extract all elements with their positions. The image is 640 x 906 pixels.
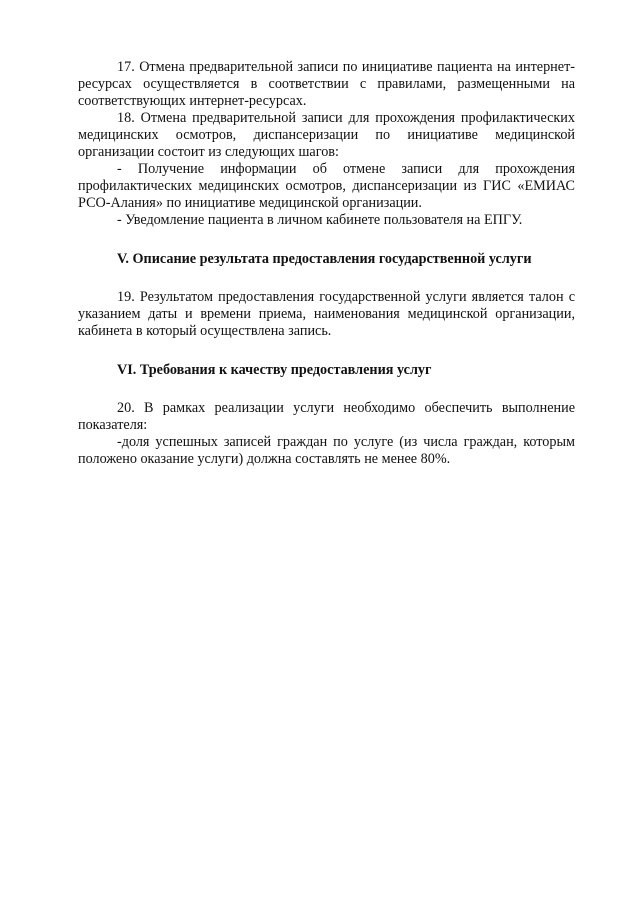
section-6-heading: VI. Требования к качеству предоставления услуг [117,362,432,378]
document-body [78,59,575,468]
paragraph-20-item: -доля успешных записей граждан по услуге (из числа граждан, которым положено оказание услуги) должна составлять не менее 80%. [78,434,575,467]
paragraph-20: 20. В рамках реализации услуги необходимо обеспечить выполнение показателя: [78,400,575,433]
paragraph-18-step-1: - Получение информации об отмене записи для прохождения профилактических медицинских осмотров, диспансеризации из ГИС «ЕМИАС РСО-Алания» по инициативе медицинской организации. [78,161,575,211]
paragraph-18: 18. Отмена предварительной записи для прохождения профилактических медицинских осмотров, диспансеризации по инициативе медицинской организации состоит из следующих шагов: [78,110,575,160]
section-5-heading: V. Описание результата предоставления государственной услуги [117,251,532,267]
paragraph-18-step-2: - Уведомление пациента в личном кабинете пользователя на ЕПГУ. [117,212,523,228]
paragraph-17: 17. Отмена предварительной записи по инициативе пациента на интернет-ресурсах осуществляется в соответствии с правилами, размещенными на соответствующих интернет-ресурсах. [78,59,575,109]
paragraph-19: 19. Результатом предоставления государственной услуги является талон с указанием даты и времени приема, наименования медицинской организации, кабинета в который осуществлена запись. [78,289,575,339]
